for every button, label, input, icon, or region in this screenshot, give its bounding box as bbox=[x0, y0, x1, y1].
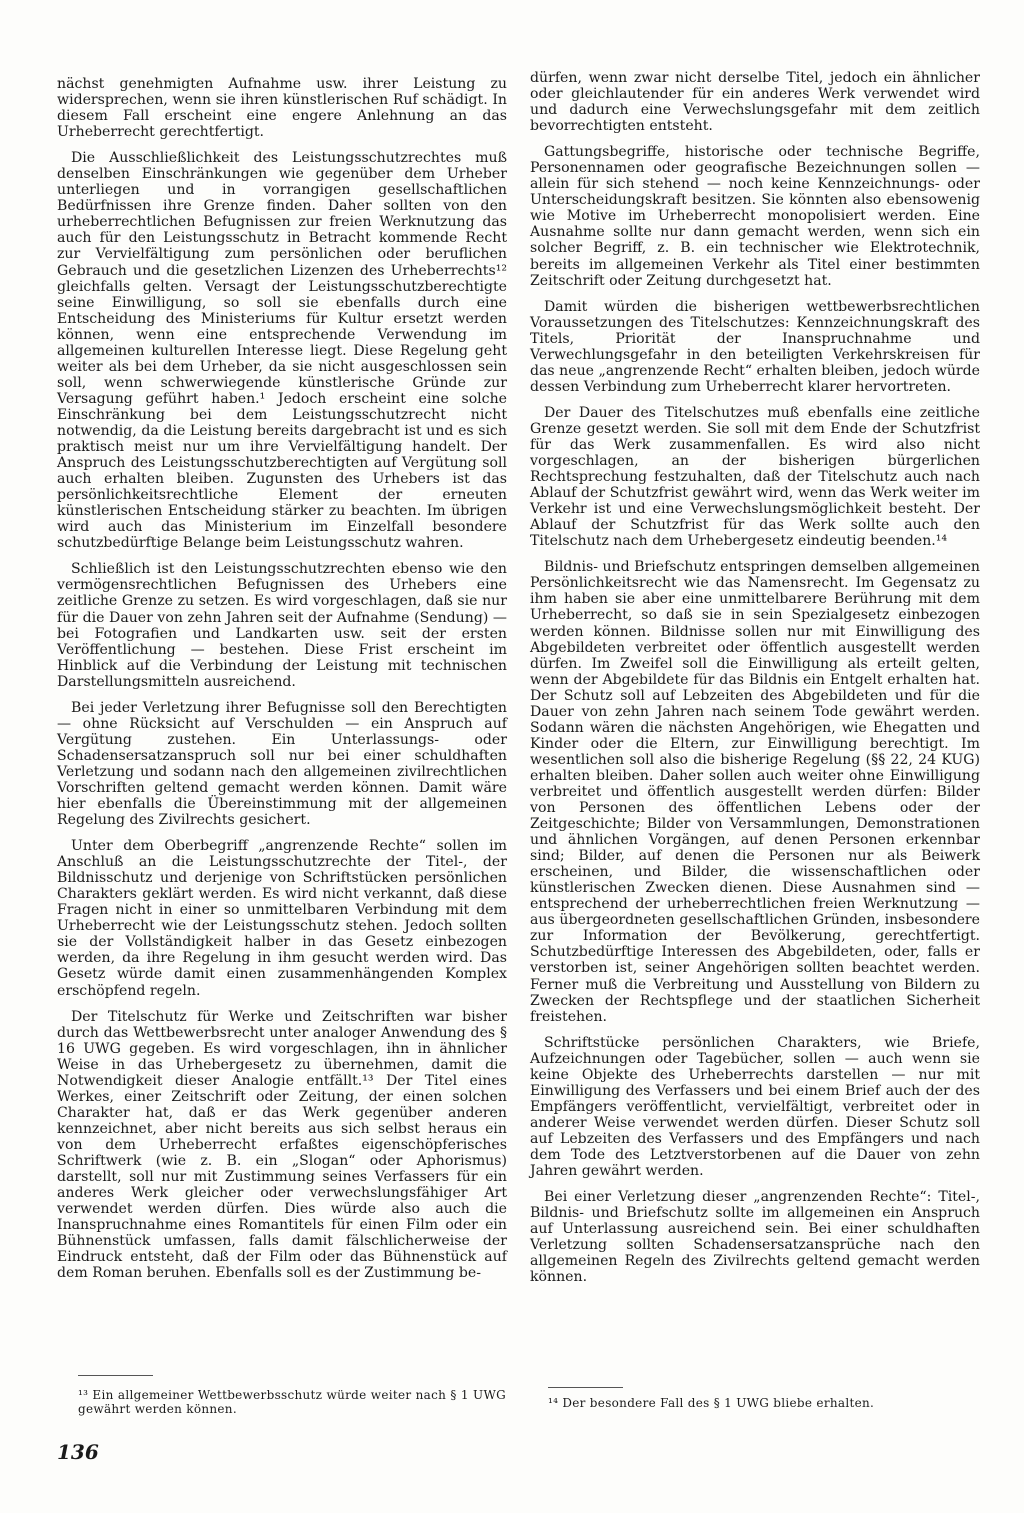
page-number: 136 bbox=[57, 1440, 99, 1464]
paragraph: nächst genehmigten Aufnahme usw. ihrer Leistung zu widersprechen, wenn sie ihren künstlerischen Ruf schädigt. In diesem Fall erscheint eine engere Anlehnung an das Urheberrecht gerechtfertigt. bbox=[57, 76, 507, 141]
footnote-divider bbox=[548, 1387, 623, 1388]
paragraph: Schriftstücke persönlichen Charakters, wie Briefe, Aufzeichnungen oder Tagebücher, sollen — auch wenn sie keine Objekte des Urheberrechts darstellen — nur mit Einwilligung des Verfassers und bei einem Brief auch der des Empfängers veröffentlicht, vervielfältigt, verbreitet oder in anderer Weise verwendet werden dürfen. Dieser Schutz soll auf Lebzeiten des Verfassers und des Empfängers und nach dem Tode des Letztverstorbenen auf die Dauer von zehn Jahren gewährt werden. bbox=[530, 1034, 980, 1180]
paragraph: Unter dem Oberbegriff „angrenzende Rechte“ sollen im Anschluß an die Leistungsschutzrechte der Titel-, der Bildnisschutz und derjenige von Schriftstücken persönlichen Charakters geklärt werden. Es wird nicht verkannt, daß diese Fragen nicht in einer so unmittelbaren Verbindung mit dem Urheberrecht wie der Leistungsschutz stehen. Jedoch sollten sie der Vollständigkeit halber in das Gesetz einbezogen werden, da ihre Regelung in ihm gesucht werden wird. Das Gesetz würde damit einen zusammenhängenden Komplex erschöpfend regeln. bbox=[57, 838, 507, 999]
paragraph: Bei jeder Verletzung ihrer Befugnisse soll den Berechtigten — ohne Rücksicht auf Verschulden — ein Anspruch auf Vergütung zustehen. Ein Unterlassungs- oder Schadensersatzanspruch soll nur bei einer schuldhaften Verletzung und sodann nach den allgemeinen zivilrechtlichen Vorschriften geltend gemacht werden können. Damit wäre hier ebenfalls die Übereinstimmung mit der allgemeinen Regelung des Zivilrechts gesichert. bbox=[57, 699, 507, 829]
paragraph: Damit würden die bisherigen wettbewerbsrechtlichen Voraussetzungen des Titelschutzes: Kennzeichnungskraft des Titels, Priorität der Inanspruchnahme und Verwechlungsgefahr in den beteiligten Verkehrskreisen für das neue „angrenzende Recht“ erhalten bleiben, jedoch würde dessen Verbindung zum Urheberrecht klarer hervortreten. bbox=[530, 298, 980, 395]
footnote-13: ¹³ Ein allgemeiner Wettbewerbsschutz würde weiter nach § 1 UWG gewährt werden können. bbox=[78, 1388, 506, 1416]
paragraph: Gattungsbegriffe, historische oder technische Begriffe, Personennamen oder geografische Bezeichnungen sollen — allein für sich stehend — noch keine Kennzeichnungs- oder Unterscheidungskraft besitzen. Sie könnten also ebensowenig wie Motive im Urheberrecht monopolisiert werden. Eine Ausnahme sollte nur dann gemacht werden, wenn sich ein solcher Begriff, z. B. ein technischer wie Elektrotechnik, bereits im allgemeinen Verkehr als Titel einer bestimmten Zeitschrift oder Zeitung durchgesetzt hat. bbox=[530, 144, 980, 289]
footnote-divider bbox=[78, 1375, 153, 1376]
paragraph: Die Ausschließlichkeit des Leistungsschutzrechtes muß denselben Einschränkungen wie gegenüber dem Urheber unterliegen und in vorrangigen gesellschaftlichen Bedürfnissen ihre Grenze finden. Daher sollten von den urheberrechtlichen Befugnissen zur freien Werknutzung das auch für den Leistungsschutz in Betracht kommende Recht zur Vervielfältigung zum persönlichen oder beruflichen Gebrauch und die gesetzlichen Lizenzen des Urheberrechts¹² gleichfalls gelten. Versagt der Leistungsschutzberechtigte seine Einwilligung, so soll sie ebenfalls durch eine Entscheidung des Ministeriums für Kultur ersetzt werden können, wenn eine entsprechende Verwendung im allgemeinen kulturellen Interesse liegt. Diese Regelung geht weiter als bei dem Urheber, da sie nicht ausgeschlossen sein soll, wenn schwerwiegende künstlerische Gründe zur Versagung geführt haben.¹ Jedoch erscheint eine solche Einschränkung bei dem Leistungsschutzrecht nicht notwendig, da die Leistung bereits dargebracht ist und es sich praktisch meist nur um ihre Vervielfältigung handelt. Der Anspruch des Leistungsschutzberechtigten auf Vergütung soll auch erhalten bleiben. Zugunsten des Urhebers ist das persönlichkeitsrechtliche Element der erneuten künstlerischen Entscheidung stärker zu beachten. Im übrigen wird auch das Ministerium im Einzelfall besondere schutzbedürftige Belange beim Leistungsschutz wahren. bbox=[57, 150, 507, 552]
paragraph: dürfen, wenn zwar nicht derselbe Titel, jedoch ein ähnlicher oder gleichlautender für ein anderes Werk verwendet wird und dadurch eine Verwechslungsgefahr mit dem zeitlich bevorrechtigten entsteht. bbox=[530, 70, 980, 135]
paragraph: Der Titelschutz für Werke und Zeitschriften war bisher durch das Wettbewerbsrecht unter analoger Anwendung des § 16 UWG gegeben. Es wird vorgeschlagen, ihn in ähnlicher Weise in das Urhebergesetz zu übernehmen, damit die Notwendigkeit dieser Analogie entfällt.¹³ Der Titel eines Werkes, einer Zeitschrift oder Zeitung, der einen solchen Charakter hat, daß er das Werk gegenüber anderen kennzeichnet, aber nicht bereits aus sich selbst heraus ein von dem Urheberrecht erfaßtes eigenschöpferisches Schriftwerk (wie z. B. ein „Slogan“ oder Aphorismus) darstellt, soll nur mit Zustimmung seines Verfassers für ein anderes Werk gleicher oder verwechslungsfähiger Art verwendet werden dürfen. Dies würde also auch die Inanspruchnahme eines Romantitels für einen Film oder ein Bühnenstück umfassen, falls damit fälschlicherweise der Eindruck entsteht, daß der Film oder das Bühnenstück auf dem Roman beruhen. Ebenfalls soll es der Zustimmung be- bbox=[57, 1008, 507, 1282]
paragraph: Schließlich ist den Leistungsschutzrechten ebenso wie den vermögensrechtlichen Befugnissen des Urhebers eine zeitliche Grenze zu setzen. Es wird vorgeschlagen, daß sie nur für die Dauer von zehn Jahren seit der Aufnahme (Sendung) — bei Fotografien und Landkarten usw. seit der ersten Veröffentlichung — bestehen. Diese Frist erscheint im Hinblick auf die Verbindung der Leistung mit technischen Darstellungsmitteln ausreichend. bbox=[57, 561, 507, 690]
paragraph: Bei einer Verletzung dieser „angrenzenden Rechte“: Titel-, Bildnis- und Briefschutz sollte im allgemeinen ein Anspruch auf Unterlassung ausreichend sein. Bei einer schuldhaften Verletzung sollten Schadensersatzansprüche nach den allgemeinen Regeln des Zivilrechts geltend gemacht werden können. bbox=[530, 1189, 980, 1286]
left-column bbox=[57, 76, 507, 1291]
paragraph: Der Dauer des Titelschutzes muß ebenfalls eine zeitliche Grenze gesetzt werden. Sie soll mit dem Ende der Schutzfrist für das Werk zusammenfallen. Es wird also nicht vorgeschlagen, an der bisherigen bürgerlichen Rechtsprechung festzuhalten, daß der Titelschutz auch nach Ablauf der Schutzfrist gewährt wird, wenn das Werk weiter im Verkehr ist und eine Verwechslungsmöglichkeit besteht. Der Ablauf der Schutzfrist für das Werk sollte auch den Titelschutz nach dem Urhebergesetz eindeutig beenden.¹⁴ bbox=[530, 404, 980, 550]
right-column bbox=[530, 70, 980, 1295]
footnote-14: ¹⁴ Der besondere Fall des § 1 UWG bliebe erhalten. bbox=[548, 1396, 875, 1410]
paragraph: Bildnis- und Briefschutz entspringen demselben allgemeinen Persönlichkeitsrecht wie das Namensrecht. Im Gegensatz zu ihm haben sie aber eine unmittelbarere Berührung mit dem Urheberrecht, so daß sie in sein Spezialgesetz einbezogen werden können. Bildnisse sollen nur mit Einwilligung des Abgebildeten verbreitet oder öffentlich ausgestellt werden dürfen. Im Zweifel soll die Einwilligung als erteilt gelten, wenn der Abgebildete für das Bildnis ein Entgelt erhalten hat. Der Schutz soll auf Lebzeiten des Abgebildeten und für die Dauer von zehn Jahren nach seinem Tode gewährt werden. Sodann wären die nächsten Angehörigen, wie Ehegatten und Kinder oder die Eltern, zur Einwilligung berechtigt. Im wesentlichen soll also die bisherige Regelung (§§ 22, 24 KUG) erhalten bleiben. Daher sollen auch weiter ohne Einwilligung verbreitet und öffentlich ausgestellt werden dürfen: Bilder von Personen des öffentlichen Lebens oder der Zeitgeschichte; Bilder von Versammlungen, Demonstrationen und ähnlichen Vorgängen, auf denen Personen erkennbar sind; Bilder, auf denen die Personen nur als Beiwerk erscheinen, und Bilder, die wissenschaftlichen oder künstlerischen Zwecken dienen. Diese Ausnahmen sind — entsprechend der urheberrechtlichen freien Werknutzung — aus übergeordneten gesellschaftlichen Gründen, insbesondere zur Information der Bevölkerung, gerechtfertigt. Schutzbedürftige Interessen des Abgebildeten, oder, falls er verstorben ist, seiner Angehörigen sollten beachtet werden. Ferner muß die Verbreitung und Ausstellung von Bildern zu Zwecken der Rechtspflege und der staatlichen Sicherheit freistehen. bbox=[530, 559, 980, 1025]
